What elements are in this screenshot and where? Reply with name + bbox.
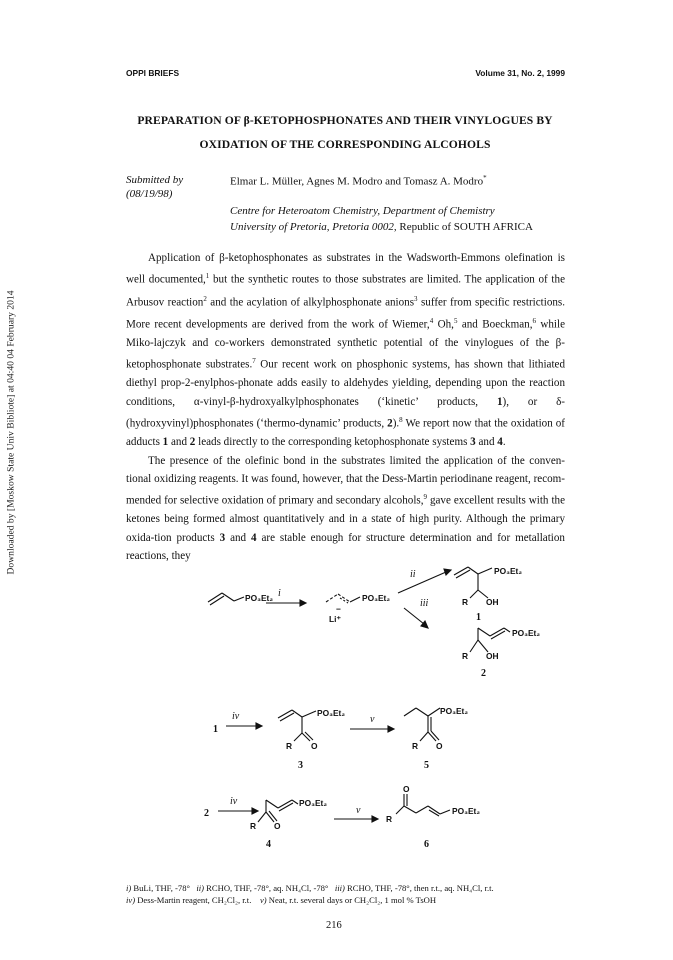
compound-2-structure (470, 628, 510, 652)
paragraph-text: and (475, 436, 498, 449)
step-label-i: i (278, 588, 281, 599)
citation-ref: 5 (453, 316, 458, 325)
affiliation-line-2 (230, 221, 533, 233)
compound-4-o: O (274, 821, 281, 831)
step-label-iii: iii (420, 598, 429, 609)
citation-ref: 7 (252, 357, 256, 366)
compound-2-oh: OH (486, 651, 499, 661)
citation-ref: 3 (414, 294, 418, 303)
compound-ref: 4 (251, 531, 257, 544)
compound-1-oh: OH (486, 597, 499, 607)
affiliation-line-1: Centre for Heteroatom Chemistry, Department of Chemistry (230, 205, 495, 217)
compound-3-r: R (286, 741, 293, 751)
lithium-counterion: Li⁺ (329, 614, 341, 624)
volume-header: Volume 31, No. 2, 1999 (475, 68, 565, 78)
submitted-by-label: Submitted by (126, 174, 184, 186)
paragraph-text: ). (392, 417, 400, 430)
compound-6-group: PO₃Et₂ (452, 806, 481, 816)
reaction-scheme (0, 550, 673, 870)
compound-4-r: R (250, 821, 257, 831)
step-label-v-row2: v (370, 714, 375, 725)
paragraph-1 (126, 249, 565, 452)
condition-step-label: i) (126, 883, 132, 893)
paragraph-text: and (168, 436, 190, 449)
paragraph-text: Our recent work on phosphonic systems, has shown that lithiated diethyl prop-2-enylphos-phonate adds easily to aldehydes yielding, depending upon the reaction conditions, α-vinyl-β-hydroxyalkylphosphonates (‘kinetic’ products, (126, 358, 565, 408)
affiliation-university: University of Pretoria, Pretoria 0002, (230, 221, 397, 233)
compound-5-group: PO₃Et₂ (440, 706, 469, 716)
compound-label-6: 6 (424, 839, 429, 850)
body-text (126, 249, 565, 566)
page-number: 216 (326, 920, 342, 931)
compound-2-group: PO₃Et₂ (512, 628, 541, 638)
reaction-conditions (126, 882, 586, 906)
submission-date: (08/19/98) (126, 188, 173, 200)
compound-5-o: O (436, 741, 443, 751)
compound-label-2-row3: 2 (204, 808, 209, 819)
step-label-v-row3: v (356, 805, 361, 816)
compound-5-r: R (412, 741, 419, 751)
compound-ref: 2 (387, 417, 393, 430)
allylphosphonate-structure (208, 593, 244, 605)
journal-header: OPPI BRIEFS (126, 68, 180, 78)
paragraph-text: leads directly to the corresponding ketophosphonate systems (195, 436, 471, 449)
condition-step-label: iii) (334, 883, 345, 893)
compound-5-structure (404, 708, 440, 741)
paragraph-text: while Miko-lajczyk and co-workers demonstrated synthetic potential of the vinylogues of the β-ketophosphonate substrates. (126, 318, 566, 371)
step-label-ii: ii (410, 569, 416, 580)
compound-label-3: 3 (298, 760, 303, 771)
corresponding-author-mark: * (483, 174, 487, 182)
compound-label-2: 2 (481, 668, 486, 679)
paragraph-2 (126, 452, 565, 566)
compound-ref: 3 (219, 531, 226, 544)
anion-group-label: PO₃Et₂ (362, 593, 391, 603)
condition-step-label: ii) (196, 883, 205, 893)
citation-ref: 8 (399, 416, 403, 424)
conditions-line-1 (126, 882, 586, 894)
reagent-group-label: PO₃Et₂ (245, 593, 274, 603)
compound-6-r: R (386, 814, 393, 824)
compound-6-structure (396, 794, 450, 816)
conditions-line-2 (126, 894, 586, 906)
paragraph-text: and (225, 531, 251, 544)
paragraph-text: We report now that the oxidation of adducts (126, 417, 565, 449)
download-watermark: Downloaded by [Moskow State Univ Bibliote] at 04:40 04 February 2014 (5, 290, 17, 575)
paragraph-text: but the synthetic routes to those substrates are limited. The application of the Arbusov reaction (126, 274, 565, 309)
citation-ref: 6 (532, 316, 536, 325)
condition-text: RCHO, THF, -78°, aq. NH₄Cl, -78° (204, 883, 335, 893)
compound-ref: 3 (470, 436, 476, 449)
step-label-iv-row2: iv (232, 711, 240, 722)
compound-label-5: 5 (424, 760, 429, 771)
paragraph-text: and Boeckman, (457, 318, 533, 331)
compound-4-group: PO₃Et₂ (299, 798, 328, 808)
paragraph-text: are stable enough for structure determination and for metallation reactions, they (126, 531, 565, 563)
anion-charge: − (336, 604, 341, 614)
paragraph-text: ), or δ-(hydroxyvinyl)phosphonates (‘thermo-dynamic’ products, (126, 395, 565, 430)
compound-ref: 1 (162, 436, 169, 449)
condition-text: BuLi, THF, -78° (131, 883, 197, 893)
compound-3-structure (278, 710, 316, 741)
compound-ref: 4 (497, 436, 503, 449)
compound-3-group: PO₃Et₂ (317, 708, 346, 718)
compound-3-o: O (311, 741, 318, 751)
compound-label-1: 1 (476, 612, 481, 623)
citation-ref: 4 (429, 316, 434, 325)
step-label-iv-row3: iv (230, 796, 238, 807)
compound-1-structure (454, 567, 492, 598)
paragraph-text: gave excellent results with the ketones being formed almost quantitatively and in a state of high purity. Although the primary oxida-tion products (126, 495, 565, 544)
article-title-line-2: OXIDATION OF THE CORRESPONDING ALCOHOLS (199, 138, 491, 151)
citation-ref: 9 (423, 493, 427, 502)
compound-4-structure (258, 800, 298, 822)
paragraph-text: Oh, (433, 318, 454, 331)
paragraph-text: The presence of the olefinic bond in the substrates limited the application of the conven-tional oxidizing reagents. It was found, however, that the Dess-Martin periodinane reagent, recom-mended for selective oxidation of primary and secondary alcohols, (126, 454, 565, 507)
paragraph-text: Application of β-ketophosphonates as substrates in the Wadsworth-Emmons olefination is well documented, (126, 252, 565, 287)
compound-ref: 1 (496, 395, 503, 408)
lithiated-anion-structure (326, 594, 360, 603)
compound-1-group: PO₃Et₂ (494, 566, 523, 576)
compound-2-r: R (462, 651, 469, 661)
condition-text: Dess-Martin reagent, CH₂Cl₂, r.t. (135, 895, 260, 905)
condition-step-label: iv) (126, 895, 136, 905)
condition-text: RCHO, THF, -78°, then r.t., aq. NH₄Cl, r.t. (344, 883, 494, 893)
author-names: Elmar L. Müller, Agnes M. Modro and Tomasz A. Modro (230, 175, 484, 188)
condition-text: Neat, r.t. several days or CH₂Cl₂, 1 mol % TsOH (266, 895, 437, 905)
compound-1-r: R (462, 597, 469, 607)
compound-ref: 2 (189, 436, 196, 449)
paragraph-text: suffer from specific restrictions. More recent developments are derived from the work of Wiemer, (126, 296, 565, 331)
compound-label-4: 4 (266, 839, 271, 850)
citation-ref: 1 (205, 272, 210, 281)
affiliation-country: Republic of SOUTH AFRICA (396, 221, 533, 233)
authors (230, 174, 487, 188)
compound-6-o: O (403, 784, 410, 794)
condition-step-label: v) (259, 895, 267, 905)
paragraph-text: . (502, 436, 506, 449)
citation-ref: 2 (203, 294, 207, 303)
paragraph-text: and the acylation of alkylphosphonate anions (206, 296, 415, 309)
article-title-line-1: PREPARATION OF β-KETOPHOSPHONATES AND THEIR VINYLOGUES BY (137, 114, 553, 127)
compound-label-1-row2: 1 (213, 724, 218, 735)
